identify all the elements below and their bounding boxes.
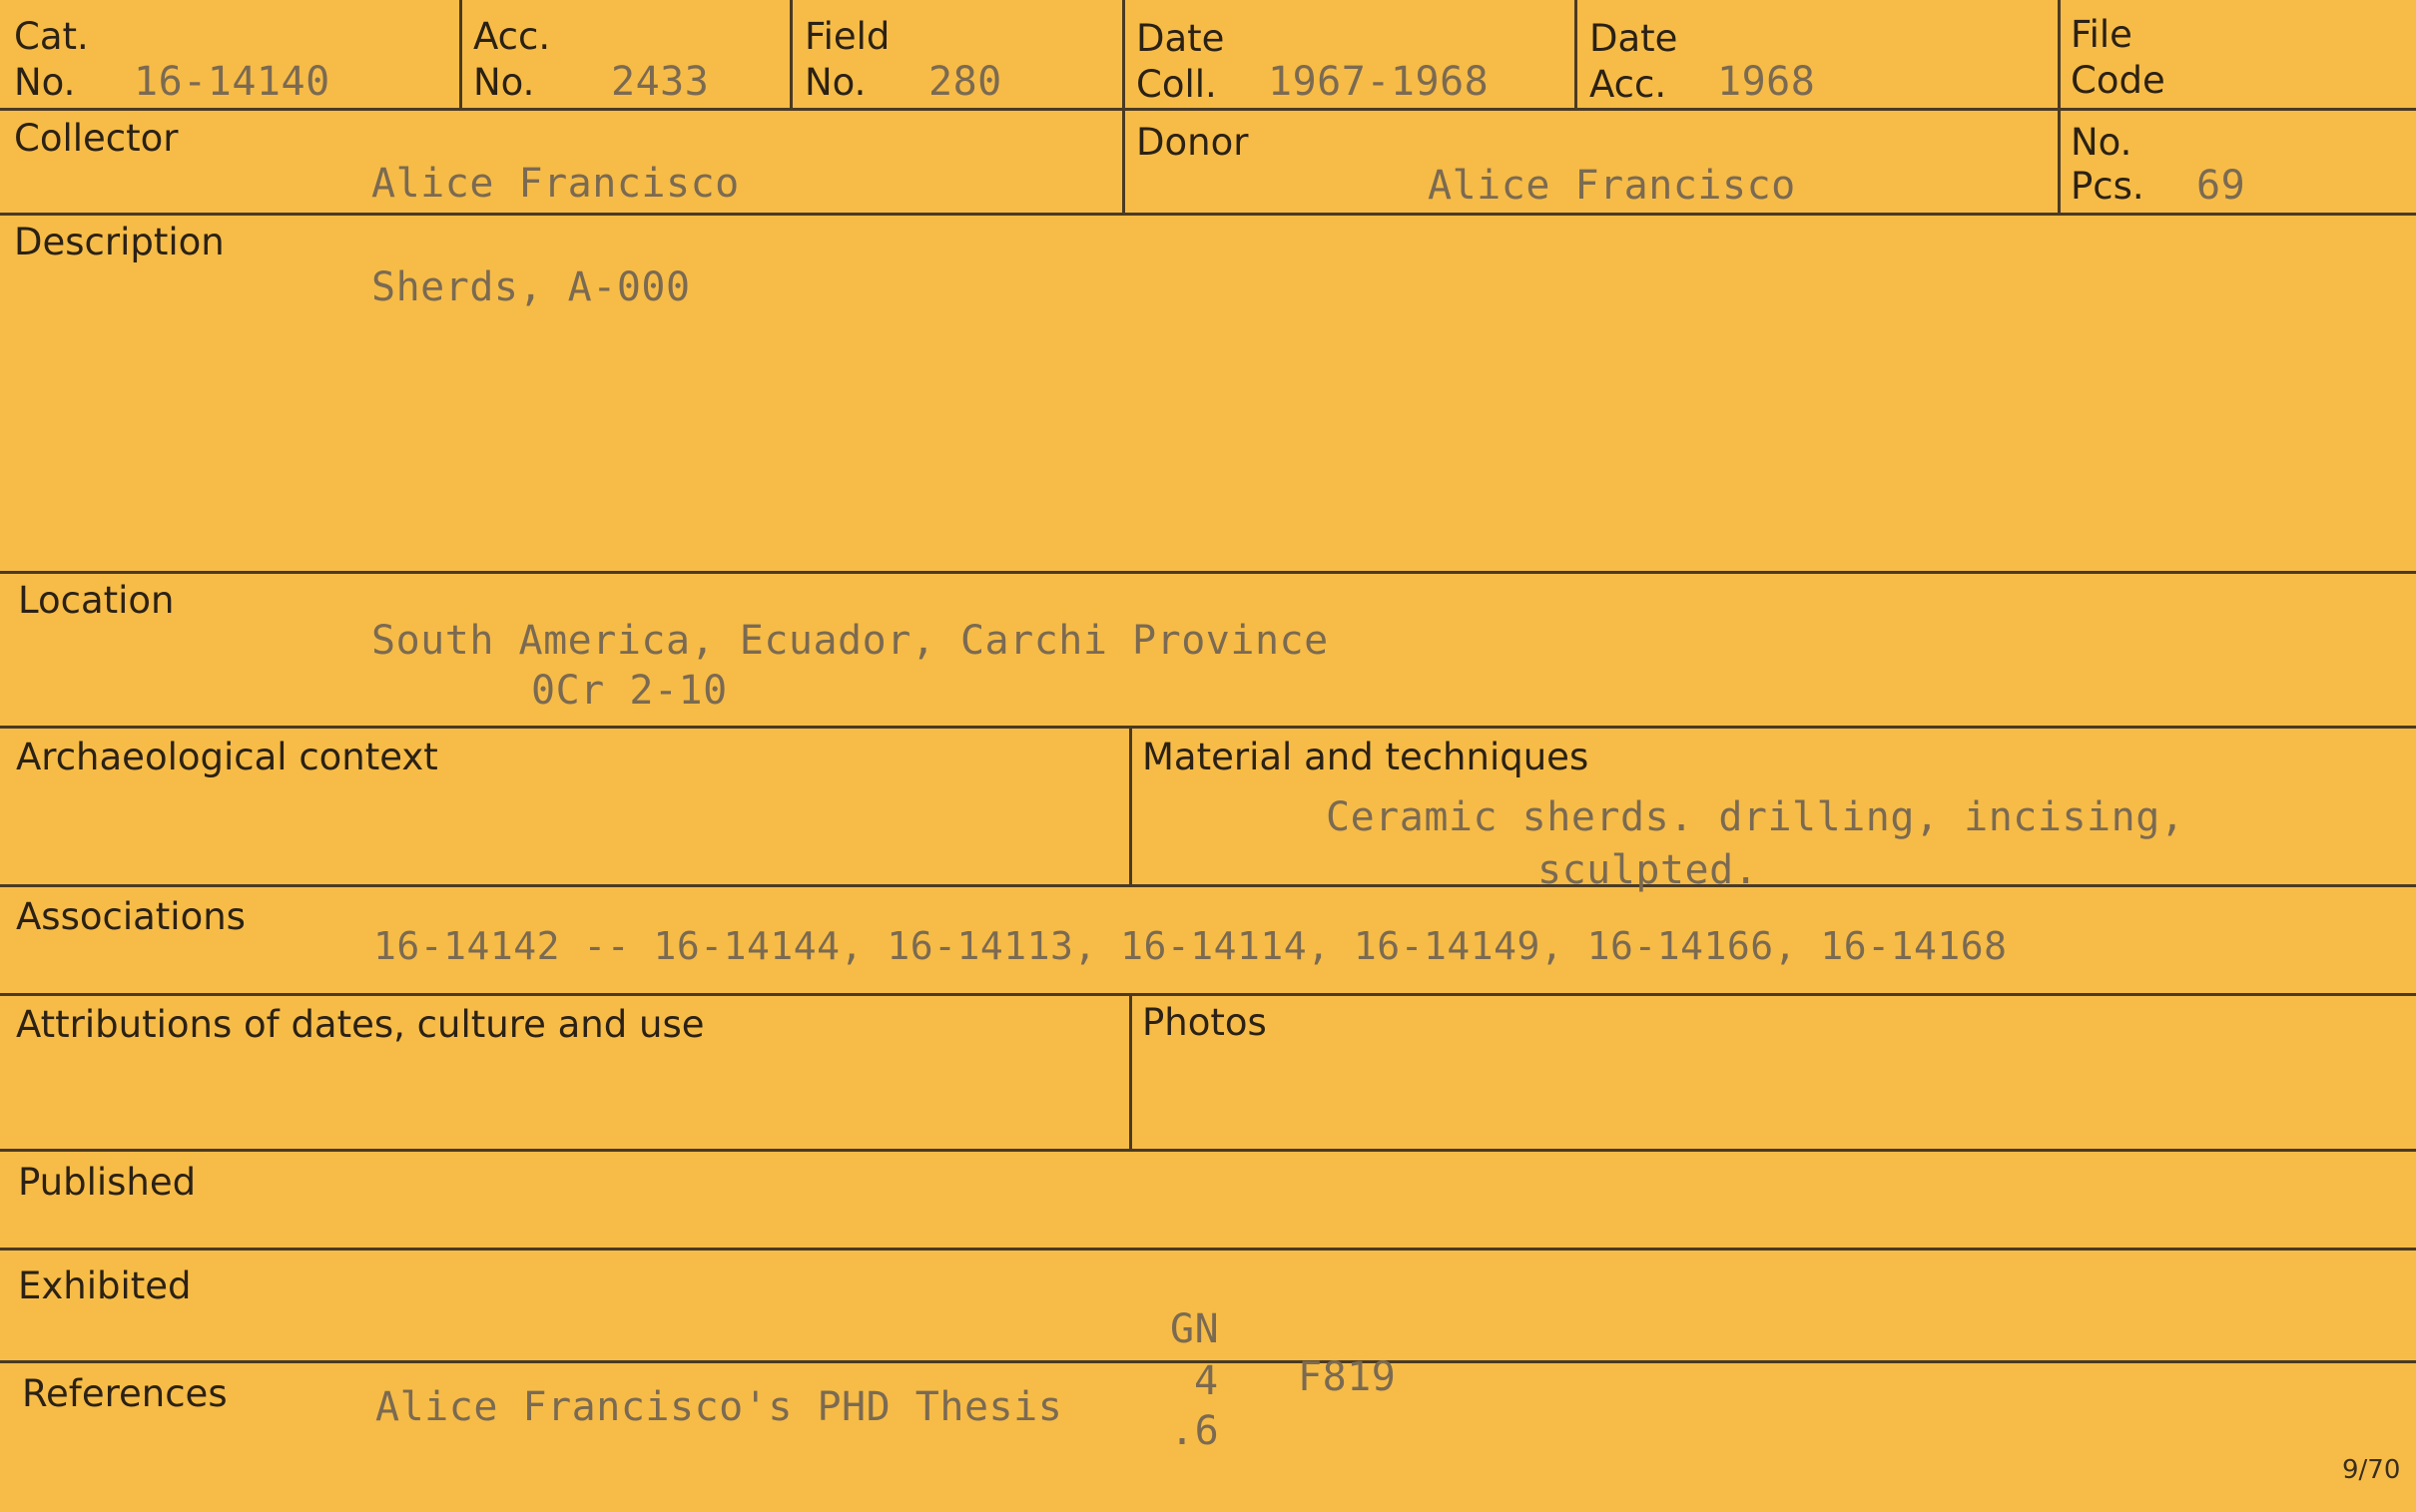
date-acc-label-1: Date [1589,17,1678,60]
attributions-label: Attributions of dates, culture and use [16,1003,705,1046]
references-gn: GN [1170,1306,1220,1352]
references-label: References [22,1372,228,1415]
collector-value: Alice Francisco [371,161,740,207]
references-number-2: .6 [1170,1408,1220,1454]
description-value: Sherds, A-000 [371,264,691,310]
location-label: Location [18,579,175,622]
cat-number: 16-14140 [134,59,330,105]
field-label-2: No. [805,61,867,104]
location-line-1: South America, Ecuador, Carchi Province [371,618,1329,664]
pieces-label-1: No. [2071,121,2132,164]
cat-label-1: Cat. [14,15,89,58]
rule-published-bottom [0,1248,2416,1251]
collector-label: Collector [14,117,179,160]
references-number-1: 4 [1194,1358,1219,1404]
photos-label: Photos [1142,1001,1267,1044]
rule-description-bottom [0,571,2416,574]
form-code: 9/70 [2342,1455,2401,1485]
associations-label: Associations [16,895,246,938]
archaeological-context-label: Archaeological context [16,736,438,778]
cat-label-2: No. [14,61,76,104]
field-number: 280 [928,59,1002,105]
donor-label: Donor [1136,121,1249,164]
acc-label-2: No. [473,61,535,104]
material-label: Material and techniques [1142,736,1589,778]
field-label-1: Field [805,15,891,58]
material-line-1: Ceramic sherds. drilling, incising, [1326,794,2185,840]
rule-associations-bottom [0,993,2416,996]
acc-label-1: Acc. [473,15,551,58]
associations-value: 16-14142 -- 16-14144, 16-14113, 16-14114, 16-14149, 16-14166, 16-14168 [373,924,2008,968]
location-line-2: 0Cr 2-10 [531,668,728,714]
rule-v-field [1122,0,1125,215]
references-value: Alice Francisco's PHD Thesis [375,1384,1063,1430]
pieces-label-2: Pcs. [2071,165,2144,208]
exhibited-label: Exhibited [18,1264,192,1307]
rule-v-cat [459,0,462,110]
published-label: Published [18,1161,197,1204]
rule-v-context [1129,726,1132,886]
rule-location-bottom [0,726,2416,729]
description-label: Description [14,221,225,263]
date-coll-label-1: Date [1136,17,1225,60]
file-code-label-2: Code [2071,59,2165,102]
file-code-label-1: File [2071,13,2132,56]
date-coll-label-2: Coll. [1136,63,1217,106]
acc-number: 2433 [611,59,710,105]
references-f-code: F819 [1298,1354,1397,1400]
donor-value: Alice Francisco [1428,163,1796,209]
rule-attributions-bottom [0,1149,2416,1152]
material-line-2: sculpted. [1537,847,1759,893]
rule-v-acc [790,0,793,110]
pieces-count: 69 [2196,163,2246,209]
rule-header-bottom [0,108,2416,111]
date-accessioned: 1968 [1717,59,1816,105]
rule-v-attributions [1129,993,1132,1151]
date-acc-label-2: Acc. [1589,63,1667,106]
rule-v-date [1574,0,1577,110]
rule-context-bottom [0,884,2416,887]
rule-collector-bottom [0,213,2416,216]
date-collected: 1967-1968 [1268,59,1490,105]
rule-v-file [2058,0,2061,215]
